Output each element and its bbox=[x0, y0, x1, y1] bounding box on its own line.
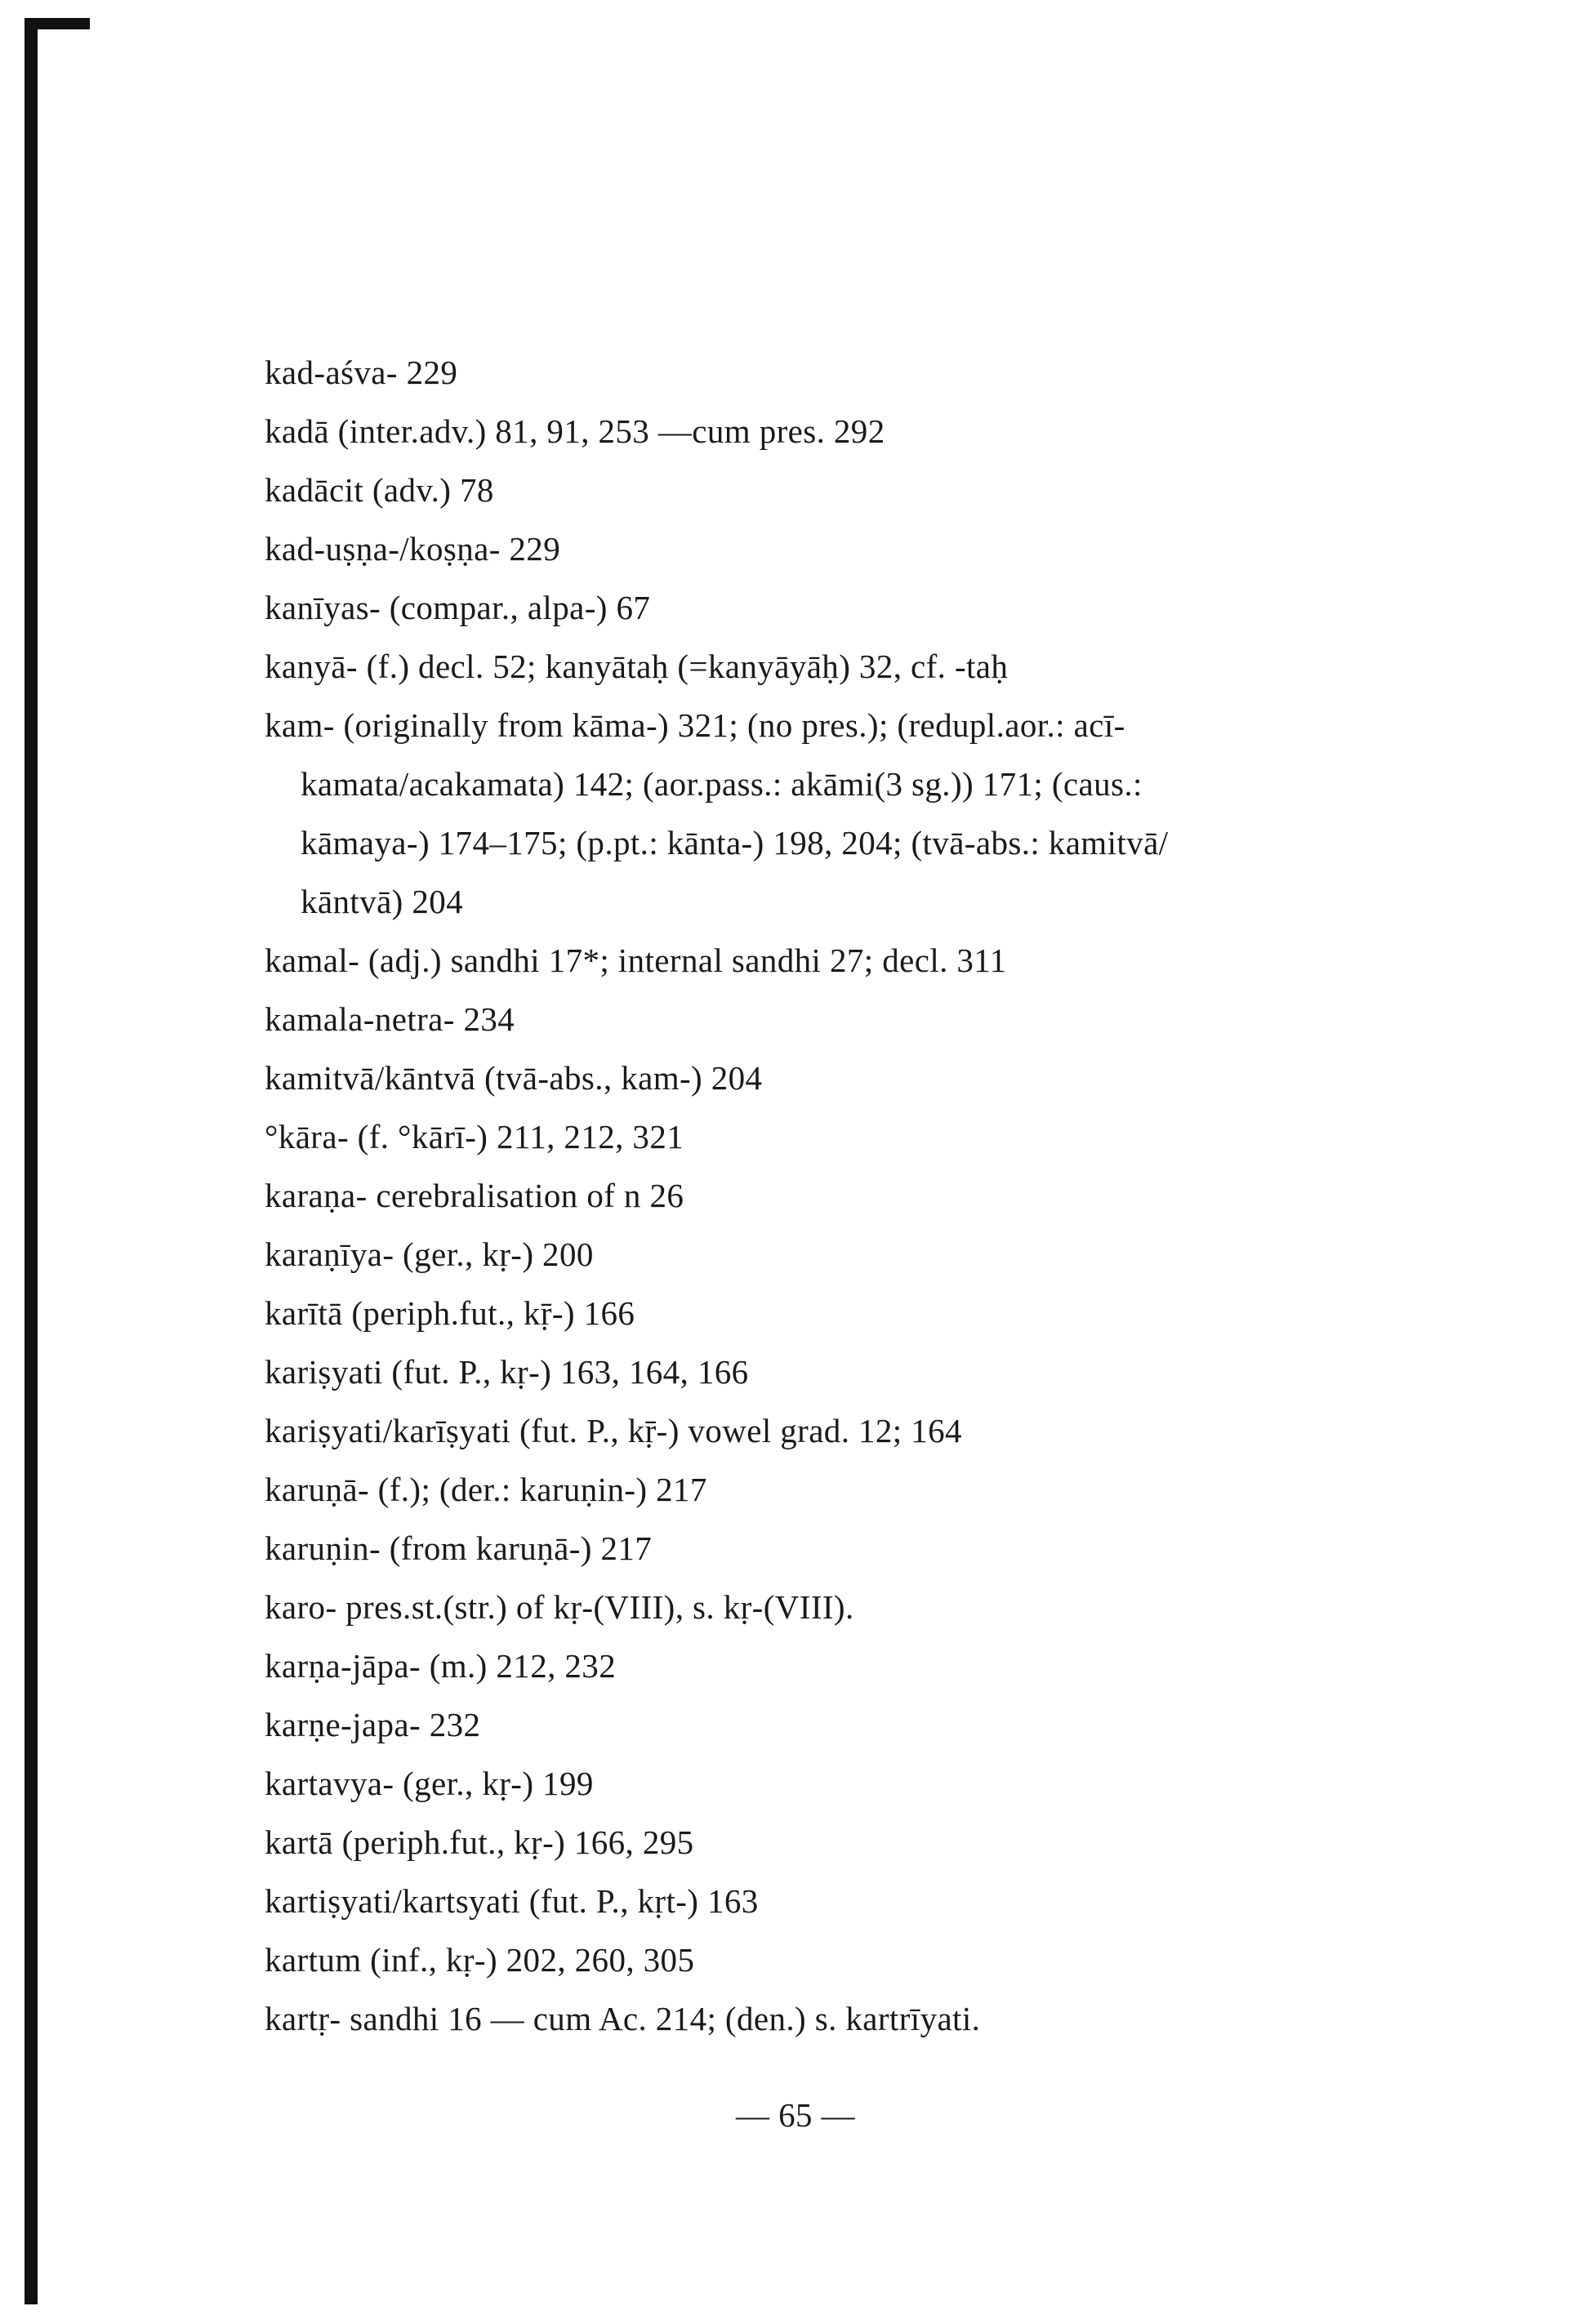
page-number: — 65 — bbox=[736, 2096, 855, 2134]
entry-line: kadācit (adv.) 78 bbox=[265, 471, 494, 509]
entry-continuation-line: kamata/acakamata) 142; (aor.pass.: akāmi(3 sg.)) 171; (caus.: bbox=[301, 765, 1143, 803]
entry-line: kamala-netra- 234 bbox=[265, 1000, 515, 1038]
index-entry bbox=[265, 931, 1506, 990]
index-entry bbox=[265, 1225, 1506, 1284]
index-entry bbox=[265, 1166, 1506, 1225]
index-entry bbox=[265, 461, 1506, 519]
entry-line: kanīyas- (compar., alpa-) 67 bbox=[265, 589, 651, 626]
index-entry bbox=[265, 1401, 1506, 1460]
entry-line: kartiṣyati/kartsyati (fut. P., kṛt-) 163 bbox=[265, 1882, 759, 1920]
entry-line: kamitvā/kāntvā (tvā-abs., kam-) 204 bbox=[265, 1059, 763, 1097]
index-entry bbox=[265, 1578, 1506, 1636]
index-entry-list bbox=[265, 343, 1506, 2048]
entry-line: karuṇā- (f.); (der.: karuṇin-) 217 bbox=[265, 1471, 707, 1508]
index-entry bbox=[265, 343, 1506, 402]
scan-border-top bbox=[25, 18, 90, 29]
index-entry bbox=[265, 1636, 1506, 1695]
index-entry bbox=[265, 1872, 1506, 1930]
index-entry bbox=[265, 1342, 1506, 1401]
entry-line: kad-uṣṇa-/koṣṇa- 229 bbox=[265, 530, 561, 568]
entry-line: kariṣyati (fut. P., kṛ-) 163, 164, 166 bbox=[265, 1353, 749, 1391]
index-entry bbox=[265, 1930, 1506, 1989]
index-entry bbox=[265, 1519, 1506, 1578]
entry-line: karo- pres.st.(str.) of kṛ-(VIII), s. kṛ-(VIII). bbox=[265, 1588, 854, 1626]
entry-line: kartum (inf., kṛ-) 202, 260, 305 bbox=[265, 1941, 695, 1979]
index-entry bbox=[265, 1107, 1506, 1166]
index-entry bbox=[265, 637, 1506, 696]
entry-line: kadā (inter.adv.) 81, 91, 253 —cum pres. 292 bbox=[265, 412, 885, 450]
entry-line: karṇe-japa- 232 bbox=[265, 1706, 481, 1743]
index-entry bbox=[265, 402, 1506, 461]
scan-border-left bbox=[25, 18, 38, 2304]
index-entry bbox=[265, 696, 1506, 931]
entry-continuation-line: kāntvā) 204 bbox=[301, 883, 464, 920]
index-entry bbox=[265, 519, 1506, 578]
entry-line: karaṇa- cerebralisation of n 26 bbox=[265, 1177, 684, 1214]
entry-line: kam- (originally from kāma-) 321; (no pres.); (redupl.aor.: acī- bbox=[265, 706, 1125, 744]
entry-line: kartā (periph.fut., kṛ-) 166, 295 bbox=[265, 1823, 694, 1861]
index-entry bbox=[265, 1695, 1506, 1754]
entry-line: karuṇin- (from karuṇā-) 217 bbox=[265, 1529, 653, 1567]
index-entry bbox=[265, 1754, 1506, 1813]
index-entry bbox=[265, 1284, 1506, 1342]
entry-line: karaṇīya- (ger., kṛ-) 200 bbox=[265, 1235, 594, 1273]
entry-line: karītā (periph.fut., kṝ-) 166 bbox=[265, 1294, 635, 1332]
entry-continuation-line: kāmaya-) 174–175; (p.pt.: kānta-) 198, 204; (tvā-abs.: kamitvā/ bbox=[301, 824, 1169, 861]
index-entry bbox=[265, 990, 1506, 1048]
index-entry bbox=[265, 1048, 1506, 1107]
index-entry bbox=[265, 1813, 1506, 1872]
entry-line: kariṣyati/karīṣyati (fut. P., kṝ-) vowel grad. 12; 164 bbox=[265, 1412, 962, 1449]
entry-line: kartavya- (ger., kṛ-) 199 bbox=[265, 1765, 594, 1802]
entry-line: kad-aśva- 229 bbox=[265, 354, 458, 391]
index-entry bbox=[265, 578, 1506, 637]
index-entry bbox=[265, 1989, 1506, 2048]
entry-line: °kāra- (f. °kārī-) 211, 212, 321 bbox=[265, 1118, 684, 1155]
entry-line: kamal- (adj.) sandhi 17*; internal sandhi 27; decl. 311 bbox=[265, 942, 1007, 979]
entry-line: karṇa-jāpa- (m.) 212, 232 bbox=[265, 1647, 617, 1685]
index-entry bbox=[265, 1460, 1506, 1519]
entry-line: kanyā- (f.) decl. 52; kanyātaḥ (=kanyāyāḥ) 32, cf. -taḥ bbox=[265, 648, 1009, 685]
entry-line: kartṛ- sandhi 16 — cum Ac. 214; (den.) s. kartrīyati. bbox=[265, 2000, 981, 2037]
